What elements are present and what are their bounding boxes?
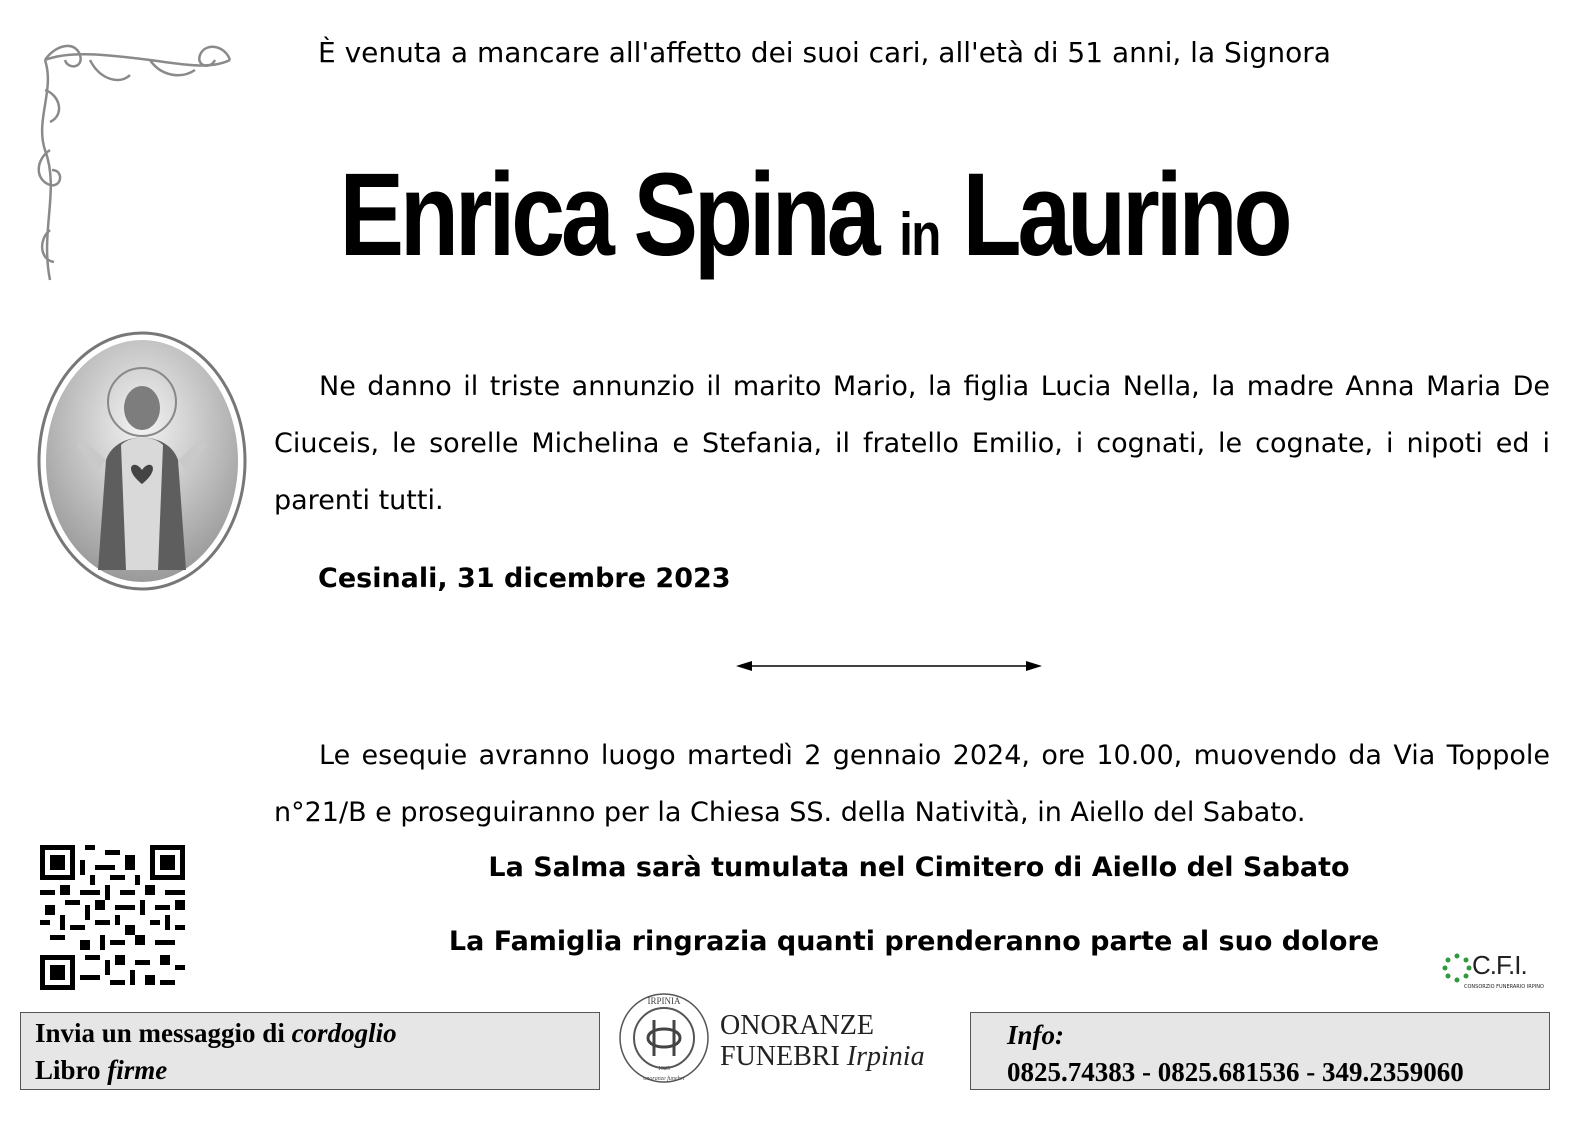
- sacred-heart-image: [36, 330, 248, 592]
- condolence-link[interactable]: Invia un messaggio di cordoglio: [35, 1018, 397, 1048]
- funeral-text: Le esequie avranno luogo martedì 2 gennaio 2024, ore 10.00, muovendo da Via Toppole n°21/B e proseguiranno per la Chiesa SS. della Natività, in Aiello del Sabato.: [274, 740, 1550, 828]
- cfi-text: C.F.I.: [1472, 950, 1527, 980]
- info-phones[interactable]: 0825.74383 - 0825.681536 - 349.2359060: [1007, 1057, 1464, 1087]
- condolence-box[interactable]: [20, 1012, 600, 1090]
- company-line1: ONORANZE: [720, 1010, 874, 1041]
- company-seal: [616, 990, 712, 1086]
- seal-year-text: 1925: [658, 1066, 670, 1072]
- intro-text: È venuta a mancare all'affetto dei suoi cari, all'età di 51 anni, la Signora: [318, 36, 1331, 69]
- burial-text: La Salma sarà tumulata nel Cimitero di Aiello del Sabato: [488, 852, 1350, 883]
- seal-top-text: IRPINIA: [647, 996, 681, 1006]
- guestbook-link[interactable]: Libro firme: [35, 1055, 168, 1085]
- cfi-logo: [1442, 950, 1542, 995]
- name-last: Laurino: [962, 149, 1289, 281]
- company-line2: FUNEBRI Irpinia: [720, 1041, 925, 1072]
- info-label: Info:: [1007, 1020, 1065, 1050]
- info-box: [970, 1012, 1550, 1090]
- thanks-text: La Famiglia ringrazia quanti prenderanno parte al suo dolore: [448, 926, 1380, 957]
- announcement-text: Ne danno il triste annunzio il marito Mario, la figlia Lucia Nella, la madre Anna Maria De Ciuceis, le sorelle Michelina e Stefania, il fratello Emilio, i cognati, le cognate, i nipoti ed i parenti tutti.: [274, 371, 1550, 516]
- seal-bottom-text: onoranze funebri: [643, 1076, 685, 1082]
- company-name: [720, 1010, 925, 1072]
- place-date: Cesinali, 31 dicembre 2023: [318, 563, 731, 594]
- cfi-dots-icon: [1442, 953, 1472, 983]
- deceased-name: [163, 140, 1465, 310]
- cfi-tagline: CONSORZIO FUNERARIO IRPINO: [1464, 984, 1544, 990]
- divider-arrow: [734, 657, 1044, 675]
- name-first: Enrica Spina: [339, 149, 877, 281]
- name-middle: in: [899, 201, 940, 268]
